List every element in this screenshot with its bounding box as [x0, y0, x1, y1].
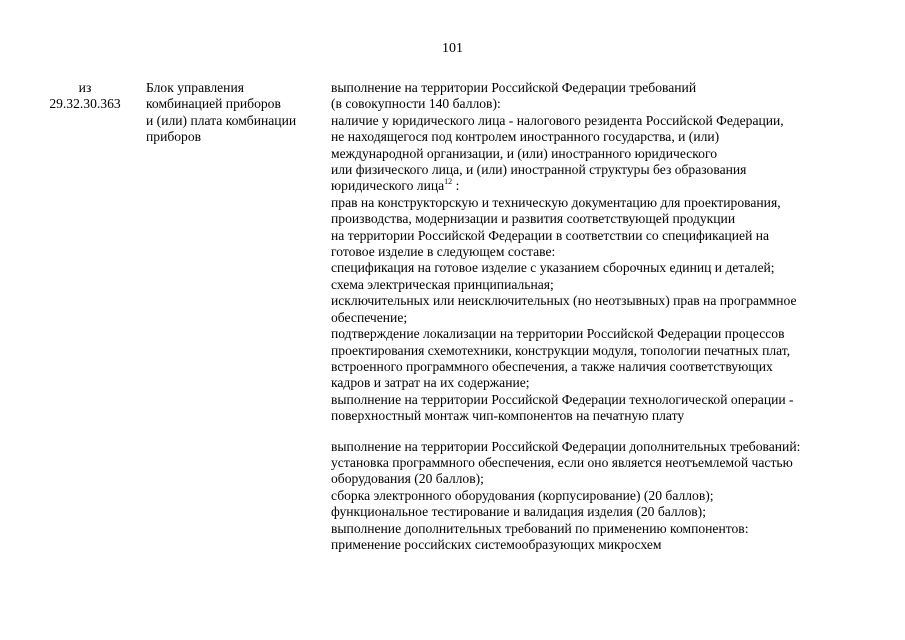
requirement-line: исключительных или неисключительных (но неотзывных) прав на программное: [331, 293, 797, 309]
requirement-line: готовое изделие в следующем составе:: [331, 244, 556, 260]
product-name-line: приборов: [146, 129, 202, 145]
requirement-line: международной организации, и (или) иностранного юридического: [331, 145, 717, 161]
page-number: 101: [442, 41, 463, 56]
requirement-line: сборка электронного оборудования (корпусирование) (20 баллов);: [331, 487, 714, 503]
requirement-line: обеспечение;: [331, 309, 408, 325]
requirement-line: функциональное тестирование и валидация изделия (20 баллов);: [331, 504, 706, 520]
main-requirements-block: [331, 80, 871, 425]
requirement-line: выполнение на территории Российской Федерации дополнительных требований:: [331, 438, 801, 454]
requirement-line-with-footnote: [331, 178, 871, 194]
requirement-line: встроенного программного обеспечения, а также наличия соответствующих: [331, 358, 773, 374]
requirement-line: кадров и затрат на их содержание;: [331, 375, 530, 391]
requirement-line: выполнение на территории Российской Федерации технологической операции -: [331, 391, 794, 407]
product-code-line: из: [78, 80, 92, 95]
requirement-line: установка программного обеспечения, если оно является неотъемлемой частью: [331, 454, 793, 470]
requirement-line: или физического лица, и (или) иностранной структуры без образования: [331, 162, 747, 178]
product-code-line: 29.32.30.363: [49, 96, 121, 112]
requirement-line: оборудования (20 баллов);: [331, 471, 484, 487]
requirement-line: выполнение дополнительных требований по применению компонентов:: [331, 520, 749, 536]
requirement-line: подтверждение локализации на территории Российской Федерации процессов: [331, 326, 785, 342]
paragraph-gap: [331, 425, 871, 439]
footnote-marker: 12: [444, 177, 453, 187]
requirement-line: (в совокупности 140 баллов):: [331, 96, 501, 112]
requirement-line: не находящегося под контролем иностранного государства, и (или): [331, 129, 720, 145]
requirement-line: прав на конструкторскую и техническую документацию для проектирования,: [331, 194, 781, 210]
requirement-line: применение российских системообразующих микросхем: [331, 536, 662, 552]
requirement-line: спецификация на готовое изделие с указанием сборочных единиц и деталей;: [331, 260, 775, 276]
product-name-line: и (или) плата комбинации: [146, 112, 297, 128]
product-name-line: Блок управления: [146, 80, 244, 95]
footnote-line-suffix: :: [452, 178, 460, 194]
requirement-line: на территории Российской Федерации в соответствии со спецификацией на: [331, 227, 770, 243]
requirements-cell: [331, 80, 871, 553]
product-name-cell: [146, 80, 316, 146]
requirement-line: выполнение на территории Российской Федерации требований: [331, 80, 697, 95]
requirement-line: проектирования схемотехники, конструкции модуля, топологии печатных плат,: [331, 342, 791, 358]
requirement-line: производства, модернизации и развития соответствующей продукции: [331, 211, 736, 227]
product-code-cell: [40, 80, 130, 113]
product-name-line: комбинацией приборов: [146, 96, 281, 112]
requirement-line: схема электрическая принципиальная;: [331, 276, 554, 292]
additional-requirements-block: [331, 439, 871, 554]
requirement-line: поверхностный монтаж чип-компонентов на печатную плату: [331, 408, 685, 424]
requirement-line: наличие у юридического лица - налогового резидента Российской Федерации,: [331, 112, 784, 128]
footnote-line-text: юридического лица: [331, 178, 445, 194]
